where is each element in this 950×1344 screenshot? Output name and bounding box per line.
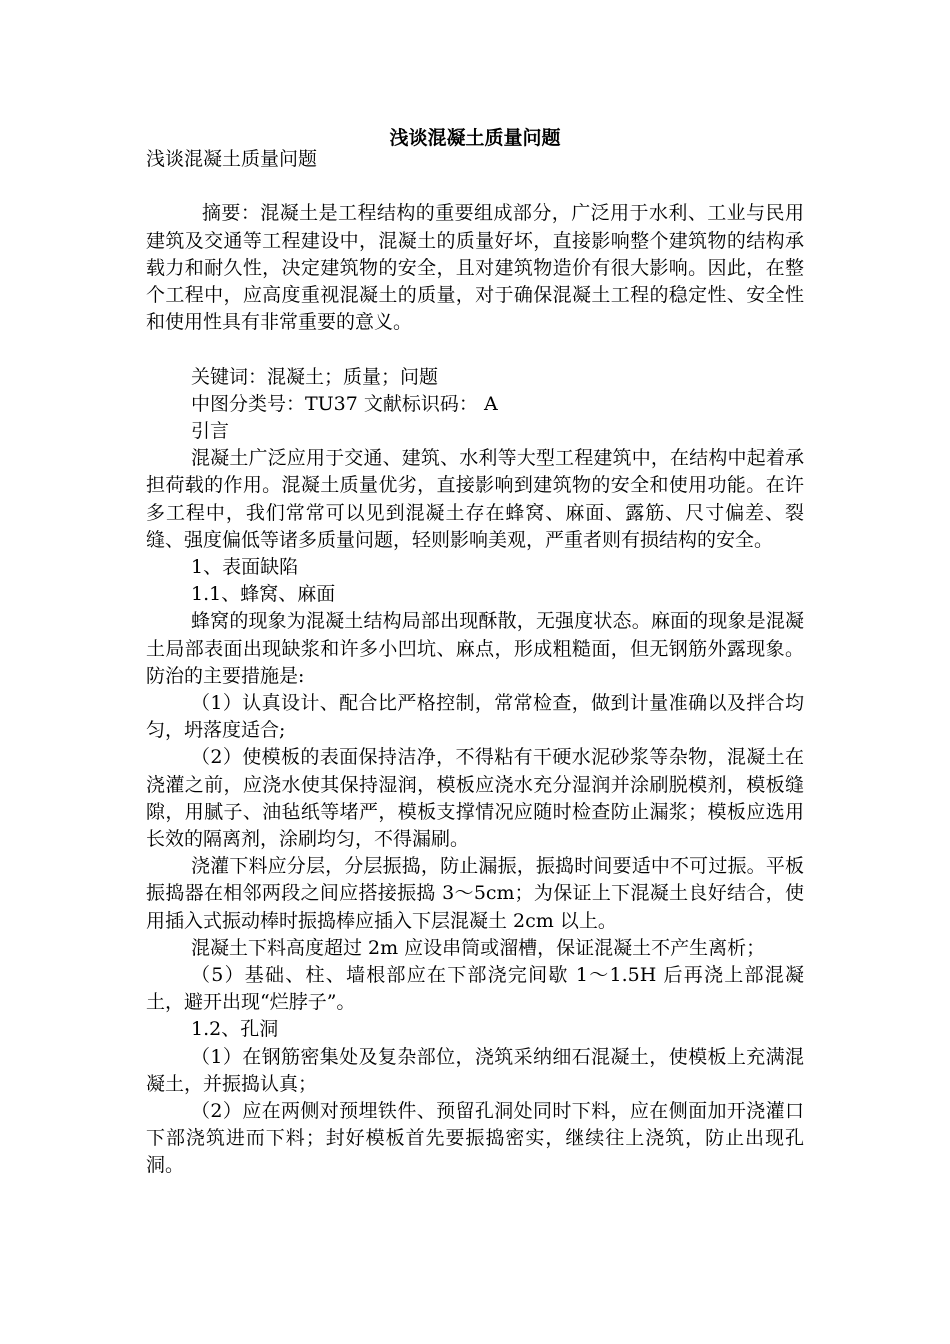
document-subtitle: 浅谈混凝土质量问题 <box>146 148 318 170</box>
section-1-heading: 1、表面缺陷 <box>191 556 299 579</box>
abstract-paragraph: 摘要：混凝土是工程结构的重要组成部分，广泛用于水利、工业与民用建筑及交通等工程建设中，混凝土的质量好坏，直接影响整个建筑物的结构承载力和耐久性，决定建筑物的安全，且对建筑物造价有很大影响。因此，在整个工程中，应高度重视混凝土的质量，对于确保混凝土工程的稳定性、安全性和使用性具有非常重要的意义。 <box>146 202 804 334</box>
document-body <box>146 146 804 1180</box>
hole-measure-1-paragraph: （1）在钢筋密集处及复杂部位，浇筑采纳细石混凝土，使模板上充满混凝土，并振捣认真； <box>146 1045 804 1095</box>
hole-measure-2-paragraph: （2）应在两侧对预埋铁件、预留孔洞处同时下料，应在侧面加开浇灌口下部浇筑进而下料；封好模板首先要振捣密实，继续往上浇筑，防止出现孔洞。 <box>146 1100 804 1177</box>
drop-height-paragraph: 混凝土下料高度超过 2m 应设串筒或溜槽，保证混凝土不产生离析； <box>191 936 766 959</box>
blank-line <box>146 173 804 200</box>
keywords-line: 关键词：混凝土；质量；问题 <box>191 365 439 388</box>
intro-heading: 引言 <box>191 420 230 442</box>
intro-paragraph: 混凝土广泛应用于交通、建筑、水利等大型工程建筑中，在结构中起着承担荷载的作用。混凝土质量优劣，直接影响到建筑物的安全和使用功能。在许多工程中，我们常常可以见到混凝土存在蜂窝、麻面、露筋、尺寸偏差、裂缝、强度偏低等诸多质量问题，轻则影响美观，严重者则有损结构的安全。 <box>146 447 804 551</box>
section-1-1-paragraph: 蜂窝的现象为混凝土结构局部出现酥散，无强度状态。麻面的现象是混凝土局部表面出现缺浆和许多小凹坑、麻点，形成粗糙面，但无钢筋外露现象。防治的主要措施是: <box>146 610 804 687</box>
measure-1-paragraph: （1）认真设计、配合比严格控制，常常检查，做到计量准确以及拌合均匀，坍落度适合; <box>146 692 804 742</box>
section-1-2-heading: 1.2、孔洞 <box>191 1018 279 1041</box>
document-title: 浅谈混凝土质量问题 <box>389 127 561 149</box>
section-1-1-heading: 1.1、蜂窝、麻面 <box>191 583 336 606</box>
classification-line: 中图分类号：TU37 文献标识码： A <box>191 392 498 415</box>
blank-line <box>146 336 804 363</box>
measure-2-paragraph: （2）使模板的表面保持洁净，不得粘有干硬水泥砂浆等杂物，混凝土在浇灌之前，应浇水使其保持湿润，模板应浇水充分湿润并涂刷脱模剂，模板缝隙，用腻子、油毡纸等堵严，模板支撑情况应随时检查防止漏浆；模板应选用长效的隔离剂，涂刷均匀，不得漏刷。 <box>146 746 804 851</box>
pouring-paragraph: 浇灌下料应分层，分层振捣，防止漏振，振捣时间要适中不可过振。平板振捣器在相邻两段之间应搭接振捣 3～5cm；为保证上下混凝土良好结合，使用插入式振动棒时振捣棒应插入下层混凝土 2cm 以上。 <box>146 855 804 932</box>
measure-5-paragraph: （5）基础、柱、墙根部应在下部浇完间歇 1～1.5H 后再浇上部混凝土，避开出现“烂脖子”。 <box>146 964 804 1014</box>
